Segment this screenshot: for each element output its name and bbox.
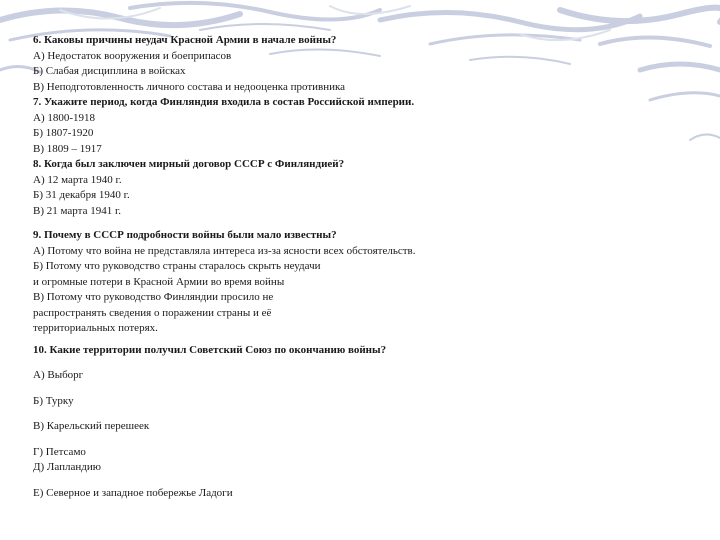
question-9-block bbox=[33, 228, 693, 337]
question-8-block bbox=[33, 157, 693, 219]
question-8-title: 8. Когда был заключен мирный договор СССР с Финляндией? bbox=[33, 158, 345, 170]
question-8-option-a: А) 12 марта 1940 г. bbox=[33, 173, 122, 186]
question-10-option-d: Г) Петсамо bbox=[33, 445, 86, 458]
question-7-option-a: А) 1800-1918 bbox=[33, 111, 96, 124]
question-10-option-f: Е) Северное и западное побережье Ладоги bbox=[33, 486, 233, 499]
question-7-option-b: Б) 1807-1920 bbox=[33, 127, 94, 139]
question-9-title: 9. Почему в СССР подробности войны были мало известны? bbox=[33, 229, 337, 241]
quiz-content bbox=[33, 33, 693, 501]
question-9-line-2: Б) Потому что руководство страны старалось скрыть неудачи bbox=[33, 260, 321, 272]
question-8-option-c: В) 21 марта 1941 г. bbox=[33, 204, 121, 217]
question-8-option-b: Б) 31 декабря 1940 г. bbox=[33, 189, 130, 201]
question-7-option-c: В) 1809 – 1917 bbox=[33, 142, 102, 155]
question-6-option-c: В) Неподготовленность личного состава и недооценка противника bbox=[33, 80, 346, 93]
question-6-block bbox=[33, 33, 693, 95]
question-9-line-3: и огромные потери в Красной Армии во время войны bbox=[33, 275, 285, 288]
question-10-option-a: А) Выборг bbox=[33, 369, 84, 381]
question-6-title: 6. Каковы причины неудач Красной Армии в начале войны? bbox=[33, 34, 337, 46]
question-9-line-4: В) Потому что руководство Финляндии просило не bbox=[33, 291, 274, 303]
question-10-title: 10. Какие территории получил Советский Союз по окончанию войны? bbox=[33, 343, 387, 356]
question-7-title: 7. Укажите период, когда Финляндия входила в состав Российской империи. bbox=[33, 96, 415, 108]
question-9-line-6: территориальных потерях. bbox=[33, 322, 158, 334]
question-10-option-e: Д) Лапландию bbox=[33, 461, 101, 473]
question-9-line-1: А) Потому что война не представляла интереса из-за ясности всех обстоятельств. bbox=[33, 244, 416, 257]
question-10-block bbox=[33, 343, 693, 502]
question-6-option-a: А) Недостаток вооружения и боеприпасов bbox=[33, 49, 232, 62]
question-7-block bbox=[33, 95, 693, 157]
question-10-option-c: В) Карельский перешеек bbox=[33, 420, 150, 432]
question-6-option-b: Б) Слабая дисциплина в войсках bbox=[33, 65, 186, 77]
question-10-option-b: Б) Турку bbox=[33, 394, 74, 407]
question-9-line-5: распространять сведения о поражении страны и её bbox=[33, 306, 272, 319]
